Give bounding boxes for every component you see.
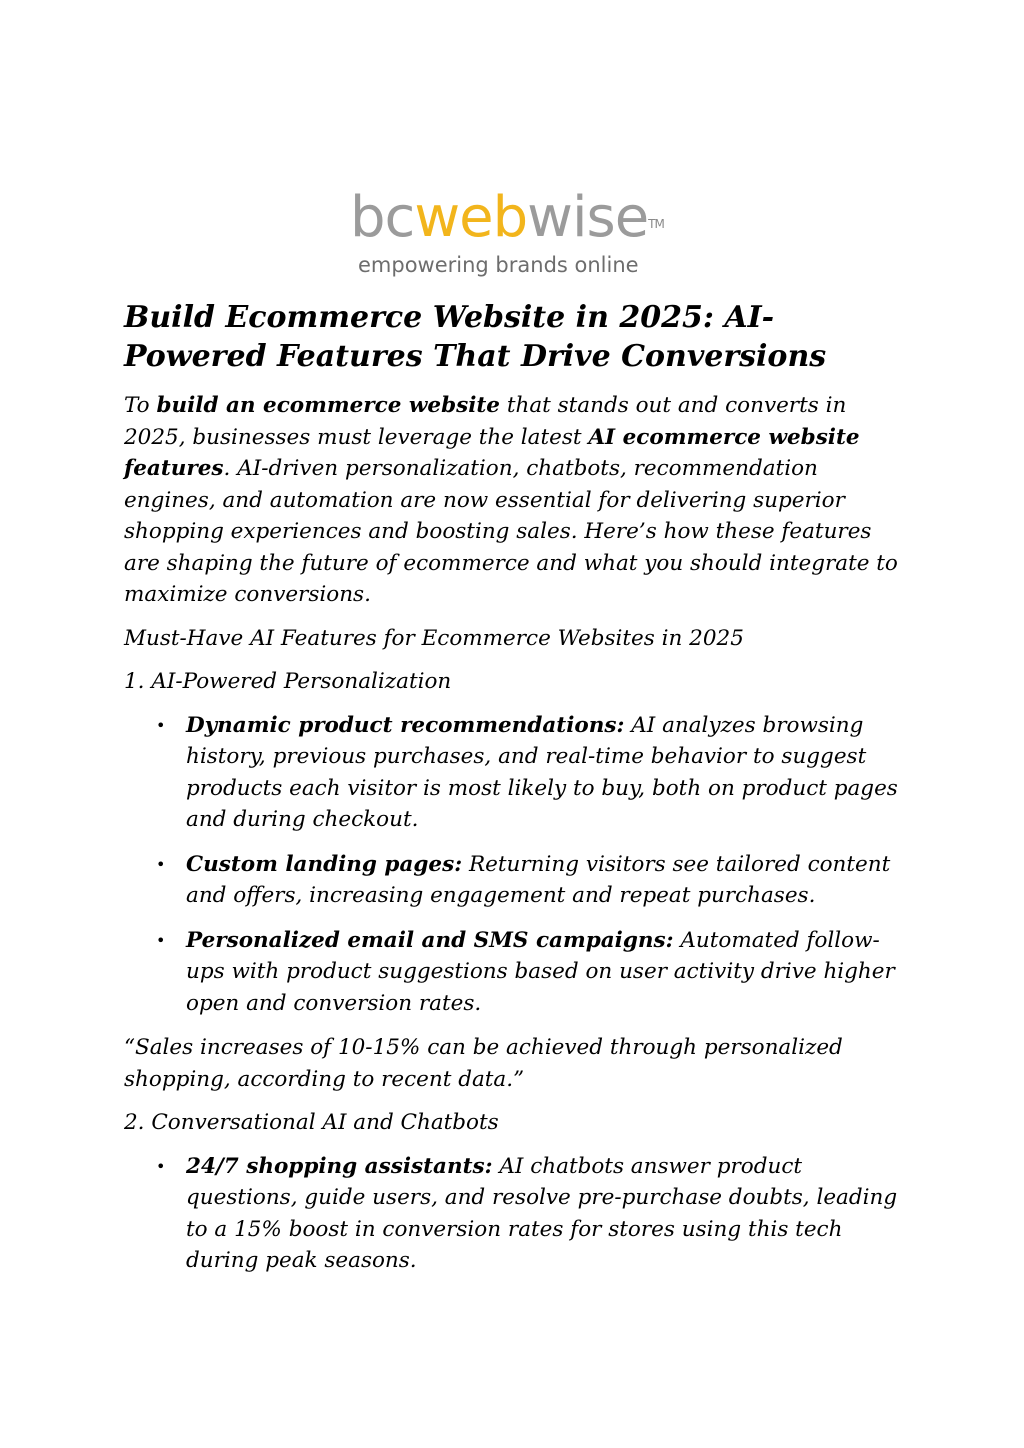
logo-trademark: TM	[648, 217, 664, 231]
section1-heading: 1. AI-Powered Personalization	[124, 669, 452, 694]
intro-text-3: . AI-driven personalization, chatbots, recommendation engines, and automation are now essential for delivering superior shopping experiences and boosting sales. Here’s how these features are shaping the future of ecommerce and what you should integrate to maximize conversions.	[124, 456, 898, 607]
intro-paragraph	[124, 390, 906, 611]
list-item-title: 24/7 shopping assistants:	[186, 1153, 493, 1179]
list-item-title: Dynamic product recommendations:	[186, 712, 625, 738]
list-item-text: AI chatbots answer product questions, guide users, and resolve pre-purchase doubts, leading to a 15% boost in conversion rates for stores using this tech during peak seasons.	[186, 1153, 898, 1273]
list-item-title: Custom landing pages:	[186, 851, 463, 877]
logo-word-web: web	[414, 185, 528, 250]
logo-word-bc: bc	[350, 185, 415, 250]
bullet-icon: •	[156, 715, 166, 735]
logo-tagline: empowering brands online	[358, 253, 639, 277]
list-item	[156, 710, 906, 836]
bullet-icon: •	[156, 930, 166, 950]
article-title: Build Ecommerce Website in 2025: AI-Powered Features That Drive Conversions	[124, 300, 827, 374]
list-item	[156, 925, 906, 1020]
intro-bold-1: build an ecommerce website	[156, 393, 500, 418]
section1-list	[124, 710, 906, 1020]
bullet-icon: •	[156, 854, 166, 874]
bcwebwise-logo	[350, 185, 680, 283]
list-item-title: Personalized email and SMS campaigns:	[186, 927, 674, 953]
intro-bold-2: AI ecommerce website features	[124, 424, 860, 481]
bullet-icon: •	[156, 1156, 166, 1176]
list-item	[156, 1151, 906, 1277]
logo-wordmark	[350, 185, 680, 250]
article-body	[124, 298, 906, 1290]
intro-text-1: To	[124, 393, 157, 418]
logo-word-wise: wise	[527, 185, 649, 250]
section2-list	[124, 1151, 906, 1277]
list-item	[156, 849, 906, 912]
section-heading: Must-Have AI Features for Ecommerce Websites in 2025	[124, 625, 744, 651]
section2-heading: 2. Conversational AI and Chatbots	[124, 1110, 499, 1135]
intro-text-2: that stands out and converts in 2025, businesses must leverage the latest	[124, 393, 847, 450]
list-item-text: Automated follow-ups with product suggestions based on user activity drive higher open and conversion rates.	[186, 927, 895, 1016]
list-item-text: Returning visitors see tailored content and offers, increasing engagement and repeat purchases.	[186, 851, 891, 908]
quote-paragraph: “Sales increases of 10-15% can be achieved through personalized shopping, according to recent data.”	[124, 1035, 843, 1092]
list-item-text: AI analyzes browsing history, previous purchases, and real-time behavior to suggest products each visitor is most likely to buy, both on product pages and during checkout.	[186, 712, 898, 832]
